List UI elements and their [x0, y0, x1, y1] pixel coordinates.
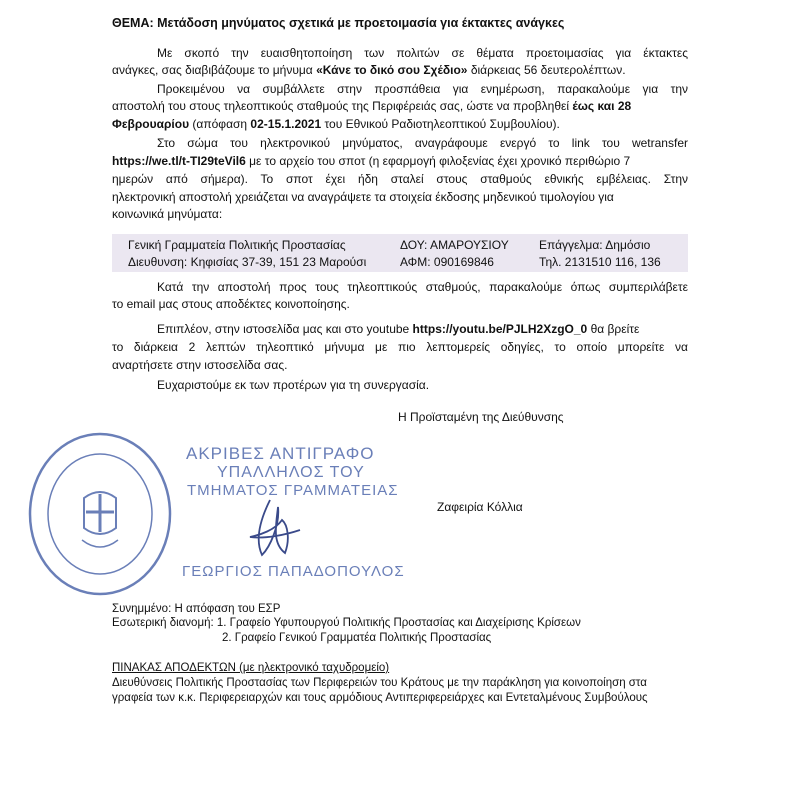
stamp-line-3: ΤΜΗΜΑΤΟΣ ΓΡΑΜΜΑΤΕΙΑΣ: [187, 482, 399, 499]
signer-name: Ζαφειρία Κόλλια: [437, 500, 523, 514]
official-seal-icon: [22, 428, 172, 598]
youtube-link[interactable]: https://youtu.be/PJLH2XzgO_0: [412, 322, 588, 336]
info-organization: Γενική Γραμματεία Πολιτικής Προστασίας: [128, 238, 346, 252]
paragraph-4-line-1: Κατά την αποστολή προς τους τηλεοπτικούς σταθμούς, παρακαλούμε όπως συμπεριλάβετε: [157, 280, 688, 294]
paragraph-3-line-4: ηλεκτρονική αποστολή χρειάζεται να αναγράψετε τα στοιχεία έκδοσης μηδενικού τιμολογίου για: [112, 190, 614, 204]
paragraph-3-line-2: https://we.tl/t-TI29teVil6 με το αρχείο του σποτ (η εφαρμογή φιλοξενίας έχει χρονικό περιθώριο 7: [112, 154, 631, 168]
paragraph-5-line-1: Επιπλέον, στην ιστοσελίδα μας και στο youtube https://youtu.be/PJLH2XzgO_0 θα βρείτε: [157, 322, 640, 336]
stamp-line-2: ΥΠΑΛΛΗΛΟΣ ΤΟΥ: [217, 464, 365, 481]
paragraph-2-line-3: Φεβρουαρίου (απόφαση 02-15.1.2021 του Εθνικού Ραδιοτηλεοπτικού Συμβουλίου).: [112, 117, 560, 131]
paragraph-3-line-5: κοινωνικά μηνύματα:: [112, 207, 223, 221]
handwritten-signature-icon: [240, 495, 310, 565]
paragraph-1-line-1: Με σκοπό την ευαισθητοποίηση των πολιτών σε θέματα προετοιμασίας για έκτακτες: [157, 46, 688, 60]
paragraph-2-line-1: Προκειμένου να συμβάλλετε στην προσπάθεια για ενημέρωση, παρακαλούμε για την: [157, 82, 688, 96]
paragraph-4-line-2: το email μας στους αποδέκτες κοινοποίησης.: [112, 297, 350, 311]
paragraph-2-line-2: αποστολή του στους τηλεοπτικούς σταθμούς της Περιφέρειάς σας, ώστε να προβληθεί έως και 28: [112, 99, 632, 113]
paragraph-3-line-3: ημερών από σήμερα). Το σποτ έχει ήδη σταλεί στους σταθμούς εθνικής εμβέλειας. Στην: [112, 172, 688, 186]
stamp-line-4: ΓΕΩΡΓΙΟΣ ΠΑΠΑΔΟΠΟΥΛΟΣ: [182, 563, 405, 580]
signer-title: Η Προϊσταμένη της Διεύθυνσης: [398, 410, 564, 424]
info-phone: Τηλ. 2131510 116, 136: [539, 255, 661, 269]
info-profession: Επάγγελμα: Δημόσιο: [539, 238, 651, 252]
paragraph-1-line-2: ανάγκες, σας διαβιβάζουμε το μήνυμα «Κάνε το δικό σου Σχέδιο» διάρκειας 56 δευτερολέπτων.: [112, 63, 626, 77]
info-address: Διευθυνση: Κηφισίας 37-39, 151 23 Μαρούσι: [128, 255, 367, 269]
thanks-line: Ευχαριστούμε εκ των προτέρων για τη συνεργασία.: [157, 378, 430, 392]
recipients-line-2: γραφεία των κ.κ. Περιφερειαρχών και τους αρμόδιους Αντιπεριφερειάρχες και Εντεταλμένους Συμβούλους: [112, 692, 648, 704]
attachment-line: Συνημμένο: Η απόφαση του ΕΣΡ: [112, 603, 281, 615]
paragraph-3-line-1: Στο σώμα του ηλεκτρονικού μηνύματος, αναγράφουμε ενεργό το link του wetransfer: [157, 136, 688, 150]
paragraph-5-line-2: το διάρκεια 2 λεπτών τηλεοπτικό μήνυμα με πιο λεπτομερείς οδηγίες, το οποίο μπορείτε να: [112, 340, 688, 354]
subject-heading: ΘΕΜΑ: Μετάδοση μηνύματος σχετικά με προετοιμασία για έκτακτες ανάγκες: [112, 16, 565, 30]
recipients-line-1: Διευθύνσεις Πολιτικής Προστασίας των Περιφερειών του Κράτους με την παράκληση για κοινοποίηση στα: [112, 677, 647, 689]
internal-distribution-line-1: Εσωτερική διανομή: 1. Γραφείο Υφυπουργού Πολιτικής Προστασίας και Διαχείρισης Κρίσεων: [112, 617, 581, 629]
paragraph-5-line-3: αναρτήσετε στην ιστοσελίδα σας.: [112, 358, 288, 372]
info-afm: ΑΦΜ: 090169846: [400, 255, 494, 269]
internal-distribution-line-2: 2. Γραφείο Γενικού Γραμματέα Πολιτικής Προστασίας: [222, 632, 492, 644]
recipients-title: ΠΙΝΑΚΑΣ ΑΠΟΔΕΚΤΩΝ (με ηλεκτρονικό ταχυδρομείο): [112, 662, 390, 674]
info-doy: ΔΟΥ: ΑΜΑΡΟΥΣΙΟΥ: [400, 238, 509, 252]
stamp-line-1: ΑΚΡΙΒΕΣ ΑΝΤΙΓΡΑΦΟ: [186, 444, 375, 463]
